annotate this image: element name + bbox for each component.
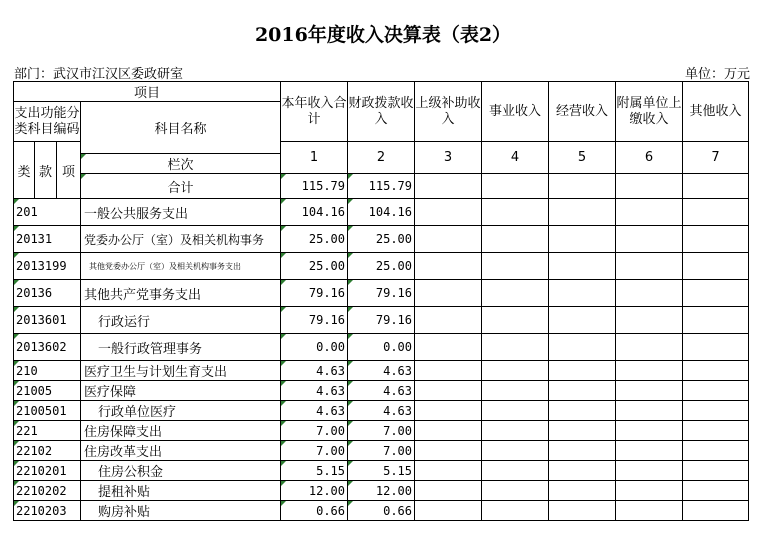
row-name: 其他共产党事务支出 (81, 280, 281, 307)
row-value-2: 7.00 (348, 441, 415, 461)
row-value-6 (616, 381, 683, 401)
header-col-6: 附属单位上缴收入 (616, 82, 683, 142)
total-value-7 (683, 174, 749, 199)
row-name: 购房补贴 (81, 501, 281, 521)
row-value-3 (415, 461, 482, 481)
row-value-6 (616, 253, 683, 280)
column-number-7: 7 (683, 142, 749, 174)
row-value-4 (482, 441, 549, 461)
row-value-4 (482, 280, 549, 307)
row-value-7 (683, 421, 749, 441)
header-col-4: 事业收入 (482, 82, 549, 142)
row-value-3 (415, 226, 482, 253)
total-value-5 (549, 174, 616, 199)
row-value-6 (616, 421, 683, 441)
header-col-7: 其他收入 (683, 82, 749, 142)
row-value-7 (683, 307, 749, 334)
row-value-3 (415, 421, 482, 441)
header-xiang: 项 (57, 142, 81, 199)
row-value-3 (415, 280, 482, 307)
row-value-5 (549, 253, 616, 280)
row-value-7 (683, 501, 749, 521)
total-value-4 (482, 174, 549, 199)
row-value-2: 12.00 (348, 481, 415, 501)
total-value-3 (415, 174, 482, 199)
row-value-1: 12.00 (281, 481, 348, 501)
row-value-3 (415, 334, 482, 361)
row-code: 21005 (14, 381, 81, 401)
table-row (14, 307, 749, 334)
total-label: 合计 (81, 174, 281, 199)
row-value-5 (549, 307, 616, 334)
row-name: 提租补贴 (81, 481, 281, 501)
table-row (14, 199, 749, 226)
row-value-1: 4.63 (281, 361, 348, 381)
row-value-5 (549, 334, 616, 361)
row-value-3 (415, 307, 482, 334)
row-name: 医疗卫生与计划生育支出 (81, 361, 281, 381)
row-value-2: 25.00 (348, 226, 415, 253)
column-number-6: 6 (616, 142, 683, 174)
row-value-6 (616, 441, 683, 461)
row-value-2: 25.00 (348, 253, 415, 280)
row-value-1: 4.63 (281, 381, 348, 401)
row-value-4 (482, 307, 549, 334)
row-value-1: 0.00 (281, 334, 348, 361)
row-value-7 (683, 481, 749, 501)
row-value-7 (683, 361, 749, 381)
table-row (14, 361, 749, 381)
row-value-4 (482, 501, 549, 521)
total-value-6 (616, 174, 683, 199)
row-name: 行政单位医疗 (81, 401, 281, 421)
row-name: 一般公共服务支出 (81, 199, 281, 226)
row-value-7 (683, 441, 749, 461)
row-value-4 (482, 199, 549, 226)
row-value-6 (616, 481, 683, 501)
table-row (14, 253, 749, 280)
row-value-4 (482, 481, 549, 501)
row-value-5 (549, 501, 616, 521)
row-value-3 (415, 361, 482, 381)
header-col-5: 经营收入 (549, 82, 616, 142)
row-value-1: 79.16 (281, 307, 348, 334)
column-number-4: 4 (482, 142, 549, 174)
table-row (14, 334, 749, 361)
row-value-4 (482, 226, 549, 253)
column-number-5: 5 (549, 142, 616, 174)
row-value-5 (549, 199, 616, 226)
row-value-7 (683, 334, 749, 361)
row-name: 行政运行 (81, 307, 281, 334)
row-code: 2100501 (14, 401, 81, 421)
column-number-3: 3 (415, 142, 482, 174)
row-value-2: 7.00 (348, 421, 415, 441)
income-table (13, 81, 749, 521)
row-value-3 (415, 253, 482, 280)
header-project: 项目 (14, 82, 281, 102)
row-value-6 (616, 226, 683, 253)
row-value-4 (482, 361, 549, 381)
row-value-7 (683, 461, 749, 481)
table-row (14, 441, 749, 461)
row-value-7 (683, 280, 749, 307)
row-value-6 (616, 334, 683, 361)
header-col-2: 财政拨款收入 (348, 82, 415, 142)
row-code: 2013199 (14, 253, 81, 280)
row-value-5 (549, 361, 616, 381)
row-value-5 (549, 401, 616, 421)
row-value-2: 4.63 (348, 361, 415, 381)
row-value-7 (683, 199, 749, 226)
header-kuan: 款 (35, 142, 57, 199)
total-value-2: 115.79 (348, 174, 415, 199)
row-code: 20136 (14, 280, 81, 307)
row-name: 一般行政管理事务 (81, 334, 281, 361)
row-value-5 (549, 381, 616, 401)
total-value-1: 115.79 (281, 174, 348, 199)
row-value-6 (616, 501, 683, 521)
row-value-3 (415, 501, 482, 521)
row-value-1: 25.00 (281, 226, 348, 253)
row-name: 住房公积金 (81, 461, 281, 481)
row-value-2: 0.66 (348, 501, 415, 521)
row-value-3 (415, 441, 482, 461)
row-value-3 (415, 481, 482, 501)
row-value-6 (616, 280, 683, 307)
row-name: 党委办公厅（室）及相关机构事务 (81, 226, 281, 253)
header-col-3: 上级补助收入 (415, 82, 482, 142)
row-value-4 (482, 401, 549, 421)
column-number-2: 2 (348, 142, 415, 174)
row-code: 2013602 (14, 334, 81, 361)
table-row (14, 421, 749, 441)
row-value-4 (482, 381, 549, 401)
row-value-2: 104.16 (348, 199, 415, 226)
row-value-4 (482, 461, 549, 481)
row-name: 住房改革支出 (81, 441, 281, 461)
header-row-label: 栏次 (81, 154, 281, 174)
header-lei: 类 (14, 142, 35, 199)
row-value-4 (482, 253, 549, 280)
row-value-5 (549, 421, 616, 441)
row-value-5 (549, 441, 616, 461)
row-value-4 (482, 334, 549, 361)
department-label: 部门：武汉市江汉区委政研室 (14, 67, 184, 82)
row-value-1: 7.00 (281, 421, 348, 441)
row-value-1: 79.16 (281, 280, 348, 307)
row-value-7 (683, 253, 749, 280)
row-value-1: 7.00 (281, 441, 348, 461)
header-code-label: 支出功能分类科目编码 (14, 102, 81, 142)
row-value-2: 4.63 (348, 381, 415, 401)
row-value-7 (683, 226, 749, 253)
table-row (14, 401, 749, 421)
row-value-5 (549, 280, 616, 307)
row-code: 2210203 (14, 501, 81, 521)
row-value-6 (616, 461, 683, 481)
row-value-3 (415, 401, 482, 421)
row-value-4 (482, 421, 549, 441)
row-value-5 (549, 461, 616, 481)
row-value-6 (616, 361, 683, 381)
row-value-2: 79.16 (348, 307, 415, 334)
row-value-5 (549, 481, 616, 501)
row-value-7 (683, 401, 749, 421)
row-value-1: 4.63 (281, 401, 348, 421)
column-number-1: 1 (281, 142, 348, 174)
row-code: 2013601 (14, 307, 81, 334)
row-value-3 (415, 199, 482, 226)
table-row (14, 280, 749, 307)
header-col-1: 本年收入合计 (281, 82, 348, 142)
row-code: 201 (14, 199, 81, 226)
row-value-1: 25.00 (281, 253, 348, 280)
row-value-2: 79.16 (348, 280, 415, 307)
row-name: 医疗保障 (81, 381, 281, 401)
row-name: 住房保障支出 (81, 421, 281, 441)
table-row (14, 381, 749, 401)
table-row (14, 481, 749, 501)
row-value-2: 4.63 (348, 401, 415, 421)
row-value-1: 0.66 (281, 501, 348, 521)
row-value-1: 104.16 (281, 199, 348, 226)
row-code: 22102 (14, 441, 81, 461)
row-value-7 (683, 381, 749, 401)
row-value-6 (616, 307, 683, 334)
table-row (14, 461, 749, 481)
row-value-3 (415, 381, 482, 401)
row-value-2: 5.15 (348, 461, 415, 481)
row-value-2: 0.00 (348, 334, 415, 361)
row-value-6 (616, 199, 683, 226)
row-code: 20131 (14, 226, 81, 253)
table-row (14, 226, 749, 253)
unit-label: 单位：万元 (684, 67, 750, 82)
row-value-5 (549, 226, 616, 253)
header-name-label: 科目名称 (81, 102, 281, 154)
row-value-6 (616, 401, 683, 421)
row-code: 2210201 (14, 461, 81, 481)
row-code: 221 (14, 421, 81, 441)
report-title: 2016年度收入决算表（表2） (254, 24, 512, 46)
table-row (14, 501, 749, 521)
row-code: 210 (14, 361, 81, 381)
row-name: 其他党委办公厅（室）及相关机构事务支出 (81, 253, 281, 280)
row-value-1: 5.15 (281, 461, 348, 481)
row-code: 2210202 (14, 481, 81, 501)
